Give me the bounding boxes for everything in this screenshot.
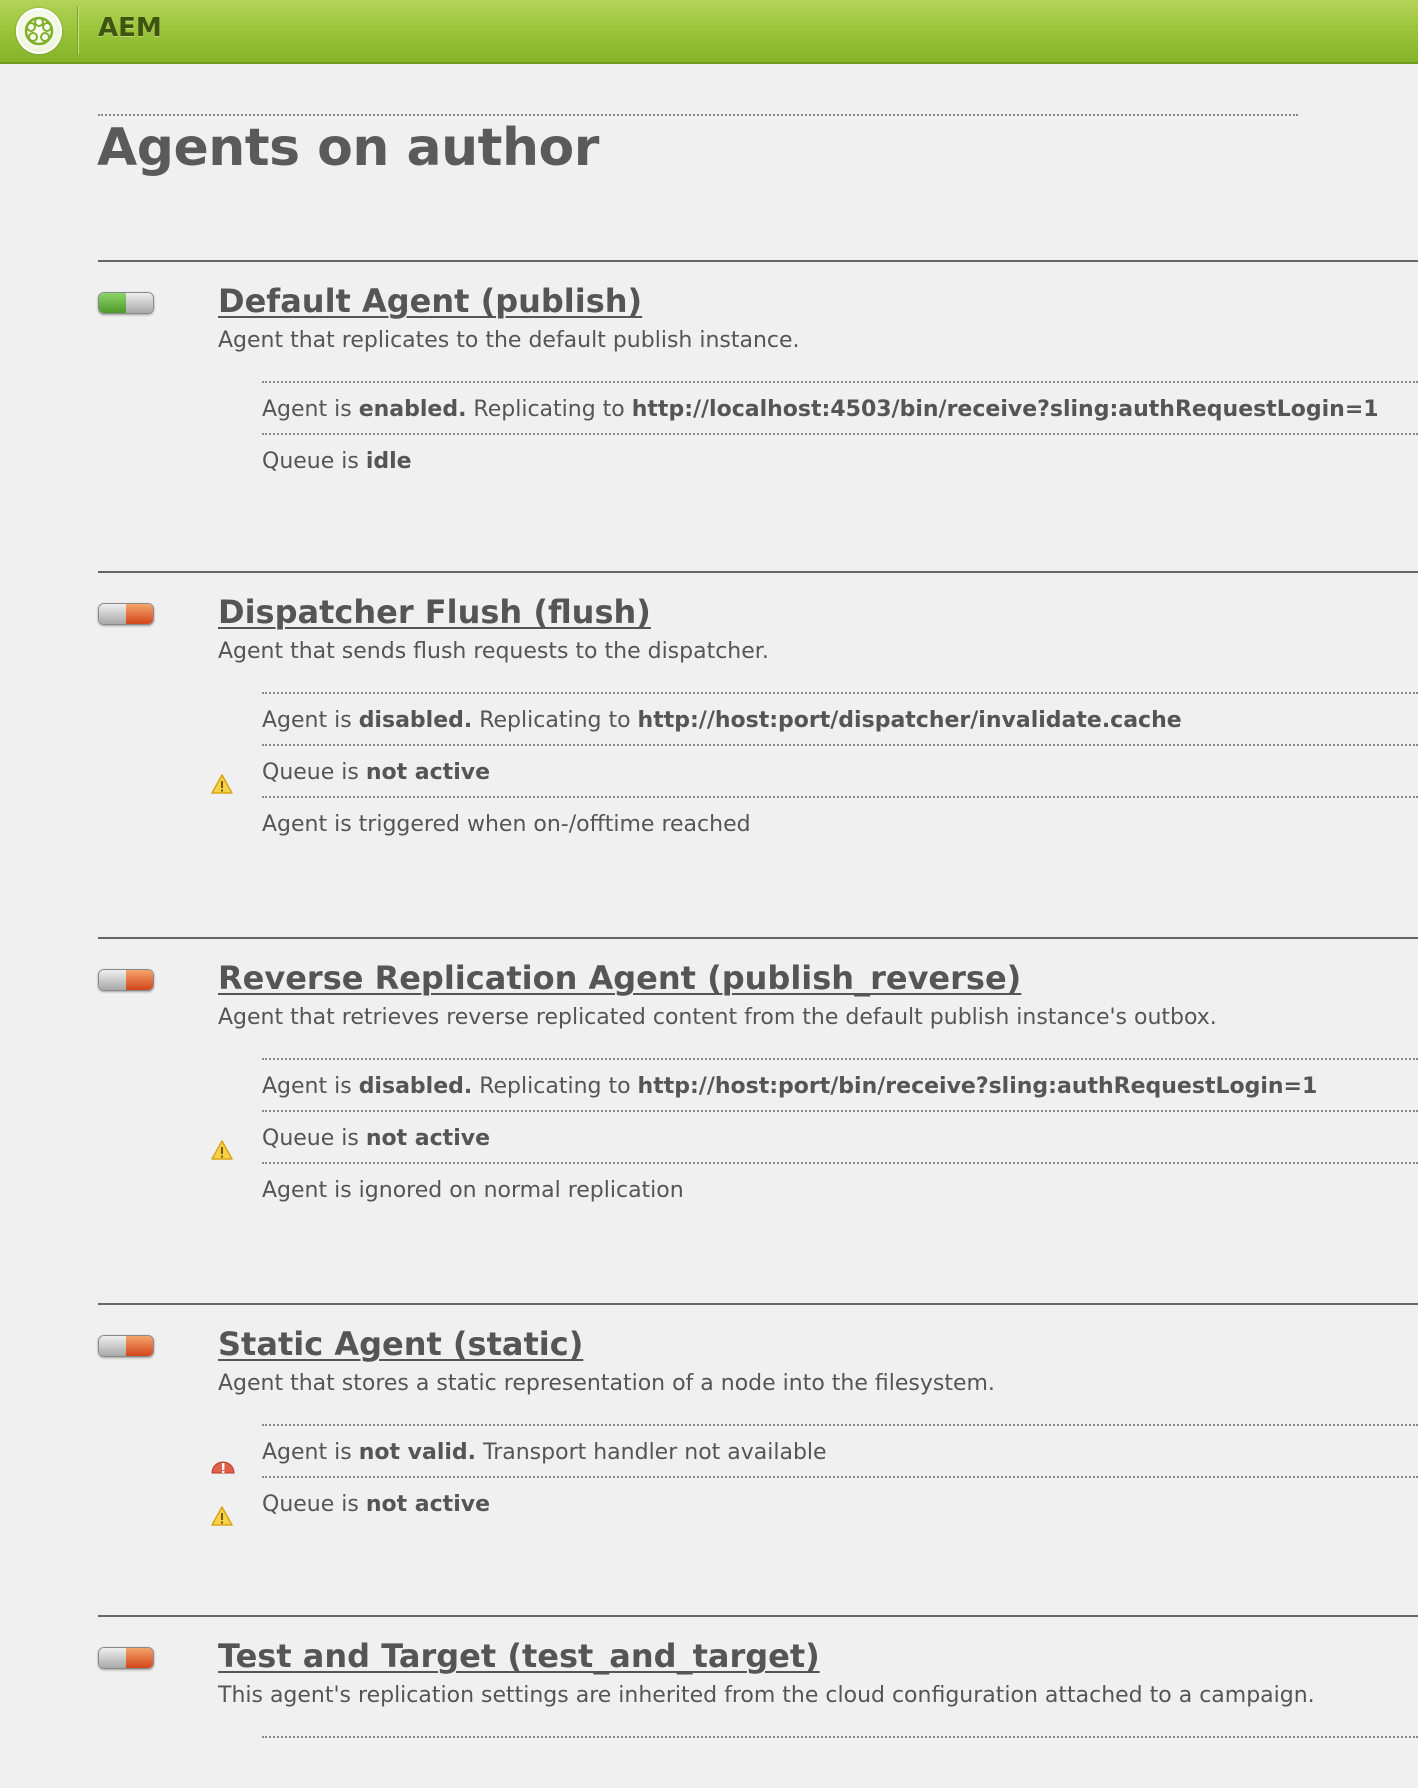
status-row bbox=[262, 692, 1418, 744]
status-text: Agent is bbox=[262, 708, 359, 733]
status-text: Agent is bbox=[262, 1074, 359, 1099]
status-row bbox=[262, 433, 1418, 485]
agent-description: This agent's replication settings are inherited from the cloud configuration attached to a campaign. bbox=[218, 1683, 1315, 1708]
status-value: http://host:port/bin/receive?sling:authRequestLogin=1 bbox=[637, 1074, 1318, 1099]
status-row bbox=[262, 1736, 1418, 1788]
agent-description: Agent that stores a static representation of a node into the filesystem. bbox=[218, 1371, 995, 1396]
status-row bbox=[262, 381, 1418, 433]
warning-icon bbox=[210, 762, 234, 784]
agent-divider bbox=[98, 571, 1418, 573]
agent-description: Agent that sends flush requests to the dispatcher. bbox=[218, 639, 769, 664]
agent-status-toggle-icon bbox=[98, 969, 154, 991]
status-value: disabled. bbox=[358, 1074, 473, 1099]
agent-title-link[interactable]: Reverse Replication Agent (publish_reverse) bbox=[218, 959, 1022, 997]
status-text: Agent is ignored on normal replication bbox=[262, 1178, 684, 1203]
status-value: http://host:port/dispatcher/invalidate.cache bbox=[637, 708, 1182, 733]
agent-status-toggle-icon bbox=[98, 1647, 154, 1669]
agent-title-link[interactable]: Test and Target (test_and_target) bbox=[218, 1637, 820, 1675]
status-value: http://localhost:4503/bin/receive?sling:authRequestLogin=1 bbox=[631, 397, 1379, 422]
status-value: not active bbox=[365, 1126, 491, 1151]
status-text: Agent is bbox=[262, 397, 359, 422]
warning-icon bbox=[210, 1128, 234, 1150]
agent-divider bbox=[98, 1303, 1418, 1305]
status-text: Replicating to bbox=[466, 397, 632, 422]
title-divider bbox=[98, 114, 1298, 116]
status-text: Agent is triggered when on-/offtime reached bbox=[262, 812, 751, 837]
status-text: Transport handler not available bbox=[476, 1440, 827, 1465]
agent-status-list bbox=[262, 1736, 1418, 1788]
agent-title-link[interactable]: Static Agent (static) bbox=[218, 1325, 584, 1363]
error-icon bbox=[210, 1442, 234, 1464]
status-row bbox=[262, 1424, 1418, 1476]
agent-status-list bbox=[262, 1058, 1418, 1214]
status-value: disabled. bbox=[358, 708, 473, 733]
agent-title-link[interactable]: Default Agent (publish) bbox=[218, 282, 643, 320]
status-text: Queue is bbox=[262, 1492, 366, 1517]
agent-status-list bbox=[262, 1424, 1418, 1528]
status-text: Queue is bbox=[262, 1126, 366, 1151]
top-bar bbox=[0, 0, 1418, 64]
agent-description: Agent that retrieves reverse replicated content from the default publish instance's outbox. bbox=[218, 1005, 1217, 1030]
status-row bbox=[262, 796, 1418, 848]
agent-divider bbox=[98, 260, 1418, 262]
page-title: Agents on author bbox=[97, 118, 599, 178]
agent-status-list bbox=[262, 692, 1418, 848]
status-row bbox=[262, 1058, 1418, 1110]
status-text: Replicating to bbox=[472, 1074, 638, 1099]
status-value: not active bbox=[365, 1492, 491, 1517]
agent-title-link[interactable]: Dispatcher Flush (flush) bbox=[218, 593, 651, 631]
status-value: idle bbox=[365, 449, 412, 474]
warning-icon bbox=[210, 1494, 234, 1516]
aem-logo-icon[interactable] bbox=[16, 8, 62, 54]
agent-description: Agent that replicates to the default publish instance. bbox=[218, 328, 800, 353]
app-name[interactable]: AEM bbox=[98, 13, 162, 43]
topbar-divider bbox=[77, 6, 78, 54]
status-value: enabled. bbox=[358, 397, 467, 422]
status-row bbox=[262, 1476, 1418, 1528]
agent-status-toggle-icon bbox=[98, 292, 154, 314]
status-text: Queue is bbox=[262, 449, 366, 474]
status-row bbox=[262, 1162, 1418, 1214]
status-value: not valid. bbox=[358, 1440, 477, 1465]
agent-status-list bbox=[262, 381, 1418, 485]
agent-status-toggle-icon bbox=[98, 1335, 154, 1357]
agent-divider bbox=[98, 937, 1418, 939]
agent-divider bbox=[98, 1615, 1418, 1617]
status-text: Agent is bbox=[262, 1440, 359, 1465]
status-row bbox=[262, 1110, 1418, 1162]
status-text: Queue is bbox=[262, 760, 366, 785]
status-row bbox=[262, 744, 1418, 796]
agent-status-toggle-icon bbox=[98, 603, 154, 625]
status-text: Replicating to bbox=[472, 708, 638, 733]
status-value: not active bbox=[365, 760, 491, 785]
